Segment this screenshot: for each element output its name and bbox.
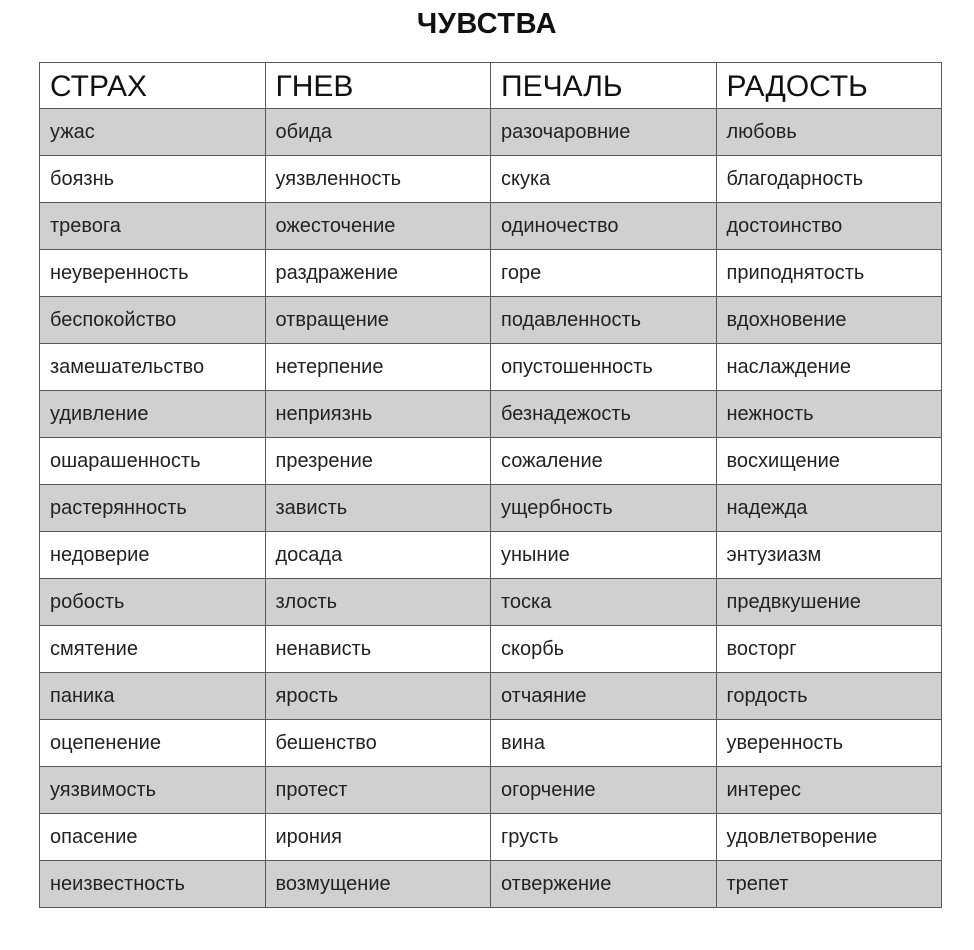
cell-fear: паника <box>40 673 266 720</box>
cell-fear: ошарашенность <box>40 438 266 485</box>
cell-fear: робость <box>40 579 266 626</box>
cell-sadness: скука <box>491 156 717 203</box>
table-row <box>40 250 942 297</box>
cell-anger: протест <box>265 767 491 814</box>
cell-anger: отвращение <box>265 297 491 344</box>
cell-joy: приподнятость <box>716 250 942 297</box>
cell-sadness: тоска <box>491 579 717 626</box>
cell-fear: смятение <box>40 626 266 673</box>
table-row <box>40 344 942 391</box>
feelings-table <box>39 62 942 908</box>
cell-sadness: сожаление <box>491 438 717 485</box>
cell-joy: нежность <box>716 391 942 438</box>
cell-fear: боязнь <box>40 156 266 203</box>
column-header-anger: ГНЕВ <box>265 63 491 109</box>
cell-joy: благодарность <box>716 156 942 203</box>
table-row <box>40 391 942 438</box>
cell-sadness: опустошенность <box>491 344 717 391</box>
cell-sadness: отвержение <box>491 861 717 908</box>
cell-joy: наслаждение <box>716 344 942 391</box>
table-row <box>40 767 942 814</box>
header-row <box>40 63 942 109</box>
cell-anger: ярость <box>265 673 491 720</box>
table-row <box>40 720 942 767</box>
cell-anger: ненависть <box>265 626 491 673</box>
table-row <box>40 814 942 861</box>
cell-anger: уязвленность <box>265 156 491 203</box>
cell-anger: обида <box>265 109 491 156</box>
cell-sadness: уныние <box>491 532 717 579</box>
cell-fear: неизвестность <box>40 861 266 908</box>
table-header <box>40 63 942 109</box>
cell-sadness: ущербность <box>491 485 717 532</box>
cell-sadness: отчаяние <box>491 673 717 720</box>
cell-fear: уязвимость <box>40 767 266 814</box>
cell-joy: любовь <box>716 109 942 156</box>
cell-fear: опасение <box>40 814 266 861</box>
cell-sadness: вина <box>491 720 717 767</box>
cell-anger: досада <box>265 532 491 579</box>
cell-joy: восторг <box>716 626 942 673</box>
cell-fear: ужас <box>40 109 266 156</box>
cell-sadness: разочаровние <box>491 109 717 156</box>
column-header-fear: СТРАХ <box>40 63 266 109</box>
cell-joy: интерес <box>716 767 942 814</box>
page-title: ЧУВСТВА <box>416 8 558 40</box>
cell-joy: восхищение <box>716 438 942 485</box>
cell-joy: энтузиазм <box>716 532 942 579</box>
cell-joy: удовлетворение <box>716 814 942 861</box>
column-header-joy: РАДОСТЬ <box>716 63 942 109</box>
table-row <box>40 579 942 626</box>
cell-fear: оцепенение <box>40 720 266 767</box>
cell-anger: злость <box>265 579 491 626</box>
table-row <box>40 861 942 908</box>
cell-fear: неуверенность <box>40 250 266 297</box>
cell-sadness: подавленность <box>491 297 717 344</box>
cell-fear: растерянность <box>40 485 266 532</box>
column-header-sadness: ПЕЧАЛЬ <box>491 63 717 109</box>
cell-joy: достоинство <box>716 203 942 250</box>
cell-sadness: безнадежость <box>491 391 717 438</box>
cell-joy: предвкушение <box>716 579 942 626</box>
cell-joy: надежда <box>716 485 942 532</box>
table-body <box>40 109 942 908</box>
cell-sadness: горе <box>491 250 717 297</box>
cell-anger: ожесточение <box>265 203 491 250</box>
cell-joy: уверенность <box>716 720 942 767</box>
cell-fear: замешательство <box>40 344 266 391</box>
table-row <box>40 532 942 579</box>
table-row <box>40 109 942 156</box>
table-row <box>40 626 942 673</box>
cell-anger: неприязнь <box>265 391 491 438</box>
table-row <box>40 156 942 203</box>
table-row <box>40 485 942 532</box>
cell-fear: удивление <box>40 391 266 438</box>
table-row <box>40 438 942 485</box>
cell-sadness: скорбь <box>491 626 717 673</box>
cell-sadness: грусть <box>491 814 717 861</box>
cell-anger: бешенство <box>265 720 491 767</box>
cell-anger: раздражение <box>265 250 491 297</box>
cell-anger: презрение <box>265 438 491 485</box>
cell-anger: возмущение <box>265 861 491 908</box>
cell-anger: нетерпение <box>265 344 491 391</box>
cell-anger: ирония <box>265 814 491 861</box>
table-row <box>40 673 942 720</box>
cell-sadness: огорчение <box>491 767 717 814</box>
table-row <box>40 297 942 344</box>
cell-fear: тревога <box>40 203 266 250</box>
cell-joy: вдохновение <box>716 297 942 344</box>
cell-joy: трепет <box>716 861 942 908</box>
table-row <box>40 203 942 250</box>
cell-anger: зависть <box>265 485 491 532</box>
cell-joy: гордость <box>716 673 942 720</box>
cell-fear: недоверие <box>40 532 266 579</box>
cell-sadness: одиночество <box>491 203 717 250</box>
cell-fear: беспокойство <box>40 297 266 344</box>
